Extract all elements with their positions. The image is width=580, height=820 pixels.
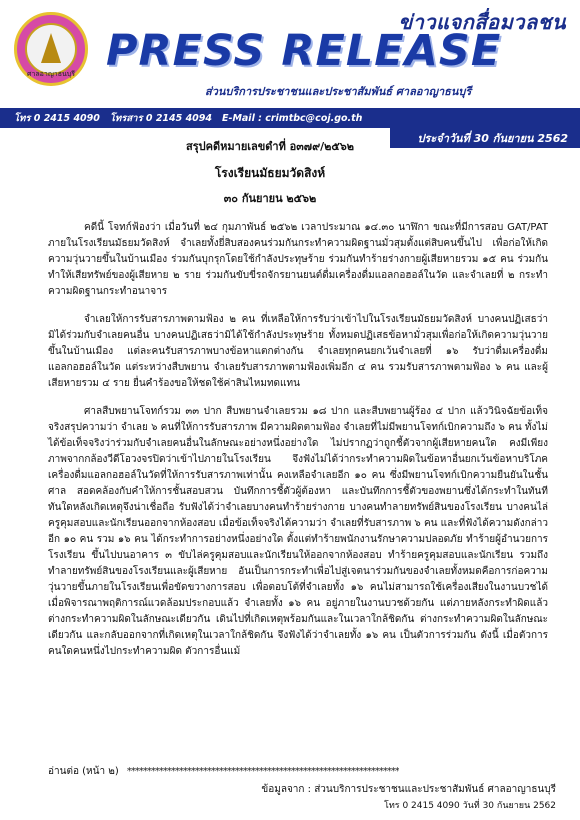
document-body — [48, 220, 548, 672]
paragraph-1: คดีนี้ โจทก์ฟ้องว่า เมื่อวันที่ ๒๔ กุมภาพันธ์ ๒๕๖๒ เวลาประมาณ ๑๔.๓๐ นาฬิกา ขณะที่มีการสอบ GAT/PAT ภายในโรงเรียนมัธยมวัดสิงห์ จำเลยทั้งยี่สิบสองคนร่วมกันกระทำความผิดฐานมั่วสุมตั้งแต่สิบคนขึ้นไป เพื่อก่อให้เกิดความวุ่นวายขึ้นในบ้านเมือง ร่วมกันบุกรุกโดยใช้กำลังประทุษร้าย ร่วมกันทำร้ายร่างกายผู้เสียหายรวม ๑๕ คน ร่วมกันทำให้เสียทรัพย์ของผู้เสียหาย ๒ ราย ร่วมกันขับขี่รถจักรยานยนต์ดื่มเครื่องดื่มแอลกอฮอล์ในวัด และจำเลยที่ ๒ กระทำความผิดฐานกระทำอนาจาร — [48, 222, 548, 297]
release-date-tab: ประจำวันที่ 30 กันยายน 2562 — [390, 128, 580, 148]
department-subtitle: ส่วนบริการประชาชนและประชาสัมพันธ์ ศาลอาญาธนบุรี — [205, 85, 472, 98]
contact-tel: โทร 0 2415 4090 — [14, 112, 100, 124]
source-text: ข้อมูลจาก : ส่วนบริการประชาชนและประชาสัมพันธ์ ศาลอาญาธนบุรี — [261, 784, 556, 795]
continue-text: อ่านต่อ (หน้า ๒) — [48, 766, 119, 777]
paragraph-2: จำเลยให้การรับสารภาพตามฟ้อง ๒ คน ที่เหลือให้การรับว่าเข้าไปในโรงเรียนมัธยมวัดสิงห์ บางคนปฏิเสธว่ามิได้ร่วมกับจำเลยคนอื่น บางคนปฏิเสธว่ามิได้ใช้กำลังประทุษร้าย ทั้งหมดปฏิเสธข้อหามั่วสุมเพื่อก่อให้เกิดความวุ่นวายขึ้นในบ้านเมือง แต่ละคนรับสารภาพบางข้อหาแตกต่างกัน จำเลยทุกคนยกเว้นจำเลยที่ ๑๖ รับว่าดื่มเครื่องดื่มแอลกอฮอล์ในวัด แต่ระหว่างสืบพยาน จำเลยรับสารภาพตามฟ้องเพิ่มอีก ๔ คน รวมรับสารภาพตามฟ้อง ๖ คน และผู้เสียหายรวม ๔ ราย ยื่นคำร้องขอให้ชดใช้ค่าสินไหมทดแทน — [48, 314, 548, 389]
star-divider: ******************************************************************** — [126, 766, 399, 777]
source-block — [261, 782, 556, 814]
court-seal-icon — [25, 23, 77, 78]
court-logo — [14, 12, 88, 86]
case-number: สรุปคดีหมายเลขดำที่ อ๓๗๙/๒๕๖๒ — [186, 140, 354, 153]
logo-text: ศาลอาญาธนบุรี — [27, 70, 75, 78]
press-release-title: PRESS RELEASE — [106, 26, 502, 76]
document-title-block — [150, 134, 390, 212]
school-name: โรงเรียนมัธยมวัดสิงห์ — [214, 166, 326, 180]
contact-bar — [0, 108, 580, 128]
continue-line — [48, 764, 548, 779]
scales-emblem-icon — [41, 33, 61, 63]
source-tel-date: โทร 0 2415 4090 วันที่ 30 กันยายน 2562 — [383, 801, 556, 811]
press-kicker: ข่าวแจกสื่อมวลชน — [398, 10, 566, 34]
contact-email: E-Mail : crimtbc@coj.go.th — [222, 112, 363, 124]
contact-fax: โทรสาร 0 2145 4094 — [109, 112, 213, 124]
press-release-header — [0, 0, 580, 145]
paragraph-3: ศาลสืบพยานโจทก์รวม ๓๓ ปาก สืบพยานจำเลยรวม ๑๘ ปาก และสืบพยานผู้ร้อง ๔ ปาก แล้ววินิจฉัยข้อเท็จจริงสรุปความว่า จำเลย ๖ คนที่ให้การรับสารภาพ มีความผิดตามฟ้อง จำเลยที่ไม่มีพยานโจทก์เบิกความถึง ๖ คน ทั้งไม่ได้ข้อเท็จจริงว่าร่วมกับจำเลยคนอื่นในลักษณะอย่างหนึ่งอย่างใด ไม่ปรากฏว่าถูกชี้ตัวจากผู้เสียหายคนใด คงมีเพียงภาพจากกล้องวีดีโอวงจรปิดว่าเข้าไปภายในโรงเรียน จึงฟังไม่ได้ว่ากระทำความผิดในข้อหาอื่นยกเว้นข้อหาบริโภคเครื่องดื่มแอลกอฮอล์ในวัดที่ให้การรับสารภาพเท่านั้น คงเหลือจำเลยอีก ๑๐ คน ซึ่งมีพยานโจทก์เบิกความยืนยันในชั้นศาล สอดคล้องกับคำให้การชั้นสอบสวน บันทึกการชี้ตัวผู้ต้องหา และบันทึกการชี้ตัวของพยานซึ่งได้กระทำในทันทีทันใดหลังเกิดเหตุจึงน่าเชื่อถือ รับฟังได้ว่าจำเลยบางคนทำร้ายร่างกาย บางคนทำลายทรัพย์สินของโรงเรียน บางคนไล่ครูคุมสอบและนักเรียนออกจากห้องสอบ เมื่อข้อเท็จจริงได้ความว่า จำเลยที่รับสารภาพ ๖ คน และที่ฟังได้ความดังกล่าวอีก ๑๐ คน รวม ๑๖ คน ได้กระทำการอย่างหนึ่งอย่างใด ตั้งแต่ทำร้ายพนักงานรักษาความปลอดภัย ทำร้ายผู้อำนวยการโรงเรียน ขึ้นไปบนอาคาร ๓ ขับไล่ครูคุมสอบและนักเรียนให้ออกจากห้องสอบ ทำร้ายครูคุมสอบและนักเรียน รวมถึงทำลายทรัพย์สินของโรงเรียนและผู้เสียหาย อันเป็นการกระทำเพื่อไปสู่เจตนาร่วมกันของจำเลยทั้งหมดคือการก่อความวุ่นวายขึ้นภายในโรงเรียนเพื่อขัดขวางการสอบ เพื่อตอบโต้ที่จำเลยทั้ง ๑๖ คนไม่สามารถใช้เครื่องเสียงในงานบวชได้ เมื่อพิจารณาพฤติการณ์แวดล้อมประกอบแล้ว จำเลยทั้ง ๑๖ คน อยู่ภายในงานบวชด้วยกัน แต่ภายหลังกระทำผิดแล้ว ต่างกระทำความผิดในลักษณะเดียวกัน เดินไปที่เกิดเหตุพร้อมกันและในเวลาใกล้ชิดกัน ต่างกระทำความผิดในลักษณะเดียวกัน และกลับออกจากที่เกิดเหตุในเวลาใกล้ชิดกัน จึงฟังได้ว่าจำเลยทั้ง ๑๖ คน เป็นตัวการร่วมกัน ดังนี้ เมื่อตัวการคนใดคนหนึ่งไปกระทำความผิด ตัวการอื่นแม้ — [48, 406, 548, 657]
document-date: ๓๐ กันยายน ๒๕๖๒ — [223, 192, 317, 205]
